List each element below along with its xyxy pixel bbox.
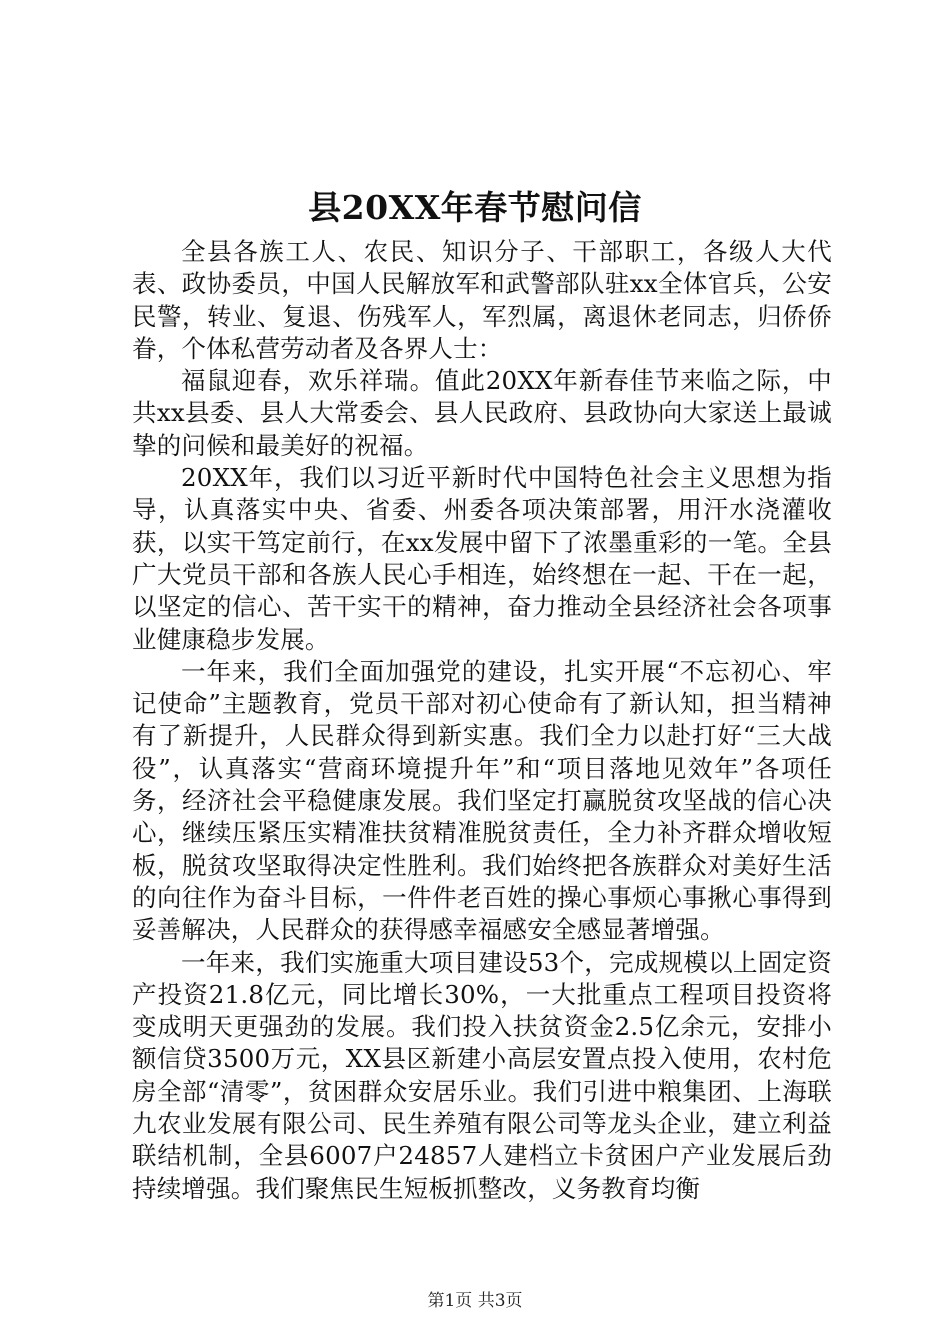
document-title: 县20XX年春节慰问信 [308,188,642,227]
salutation-paragraph: 全县各族工人、农民、知识分子、干部职工，各级人大代表、政协委员，中国人民解放军和武警部队驻xx全体官兵，公安民警，转业、复退、伤残军人，军烈属，离退休老同志，归侨侨眷，个体私营劳动者及各界人士： [132,237,832,363]
page-number-footer: 第1页 共3页 [427,1291,523,1311]
review-paragraph: 20XX年，我们以习近平新时代中国特色社会主义思想为指导，认真落实中央、省委、州委各项决策部署，用汗水浇灌收获，以实干笃定前行，在xx发展中留下了浓墨重彩的一笔。全县广大党员干部和各族人民心手相连，始终想在一起、干在一起，以坚定的信心、苦干实干的精神，奋力推动全县经济社会各项事业健康稳步发展。 [132,463,832,654]
party-building-paragraph: 一年来，我们全面加强党的建设，扎实开展“不忘初心、牢记使命”主题教育，党员干部对初心使命有了新认知，担当精神有了新提升，人民群众得到新实惠。我们全力以赴打好“三大战役”，认真落实“营商环境提升年”和“项目落地见效年”各项任务，经济社会平稳健康发展。我们坚定打赢脱贫攻坚战的信心决心，继续压紧压实精准扶贫精准脱贫责任，全力补齐群众增收短板，脱贫攻坚取得决定性胜利。我们始终把各族群众对美好生活的向往作为奋斗目标，一件件老百姓的操心事烦心事揪心事得到妥善解决，人民群众的获得感幸福感安全感显著增强。 [132,656,832,945]
document-body [132,236,832,1205]
projects-paragraph: 一年来，我们实施重大项目建设53个，完成规模以上固定资产投资21.8亿元，同比增长30%，一大批重点工程项目投资将变成明天更强劲的发展。我们投入扶贫资金2.5亿余元，安排小额信贷3500万元，XX县区新建小高层安置点投入使用，农村危房全部“清零”，贫困群众安居乐业。我们引进中粮集团、上海联九农业发展有限公司、民生养殖有限公司等龙头企业，建立利益联结机制，全县6007户24857人建档立卡贫困户产业发展后劲持续增强。我们聚焦民生短板抓整改，义务教育均衡 [132,947,832,1203]
greeting-paragraph: 福鼠迎春，欢乐祥瑞。值此20XX年新春佳节来临之际，中共xx县委、县人大常委会、县人民政府、县政协向大家送上最诚挚的问候和最美好的祝福。 [132,366,832,460]
